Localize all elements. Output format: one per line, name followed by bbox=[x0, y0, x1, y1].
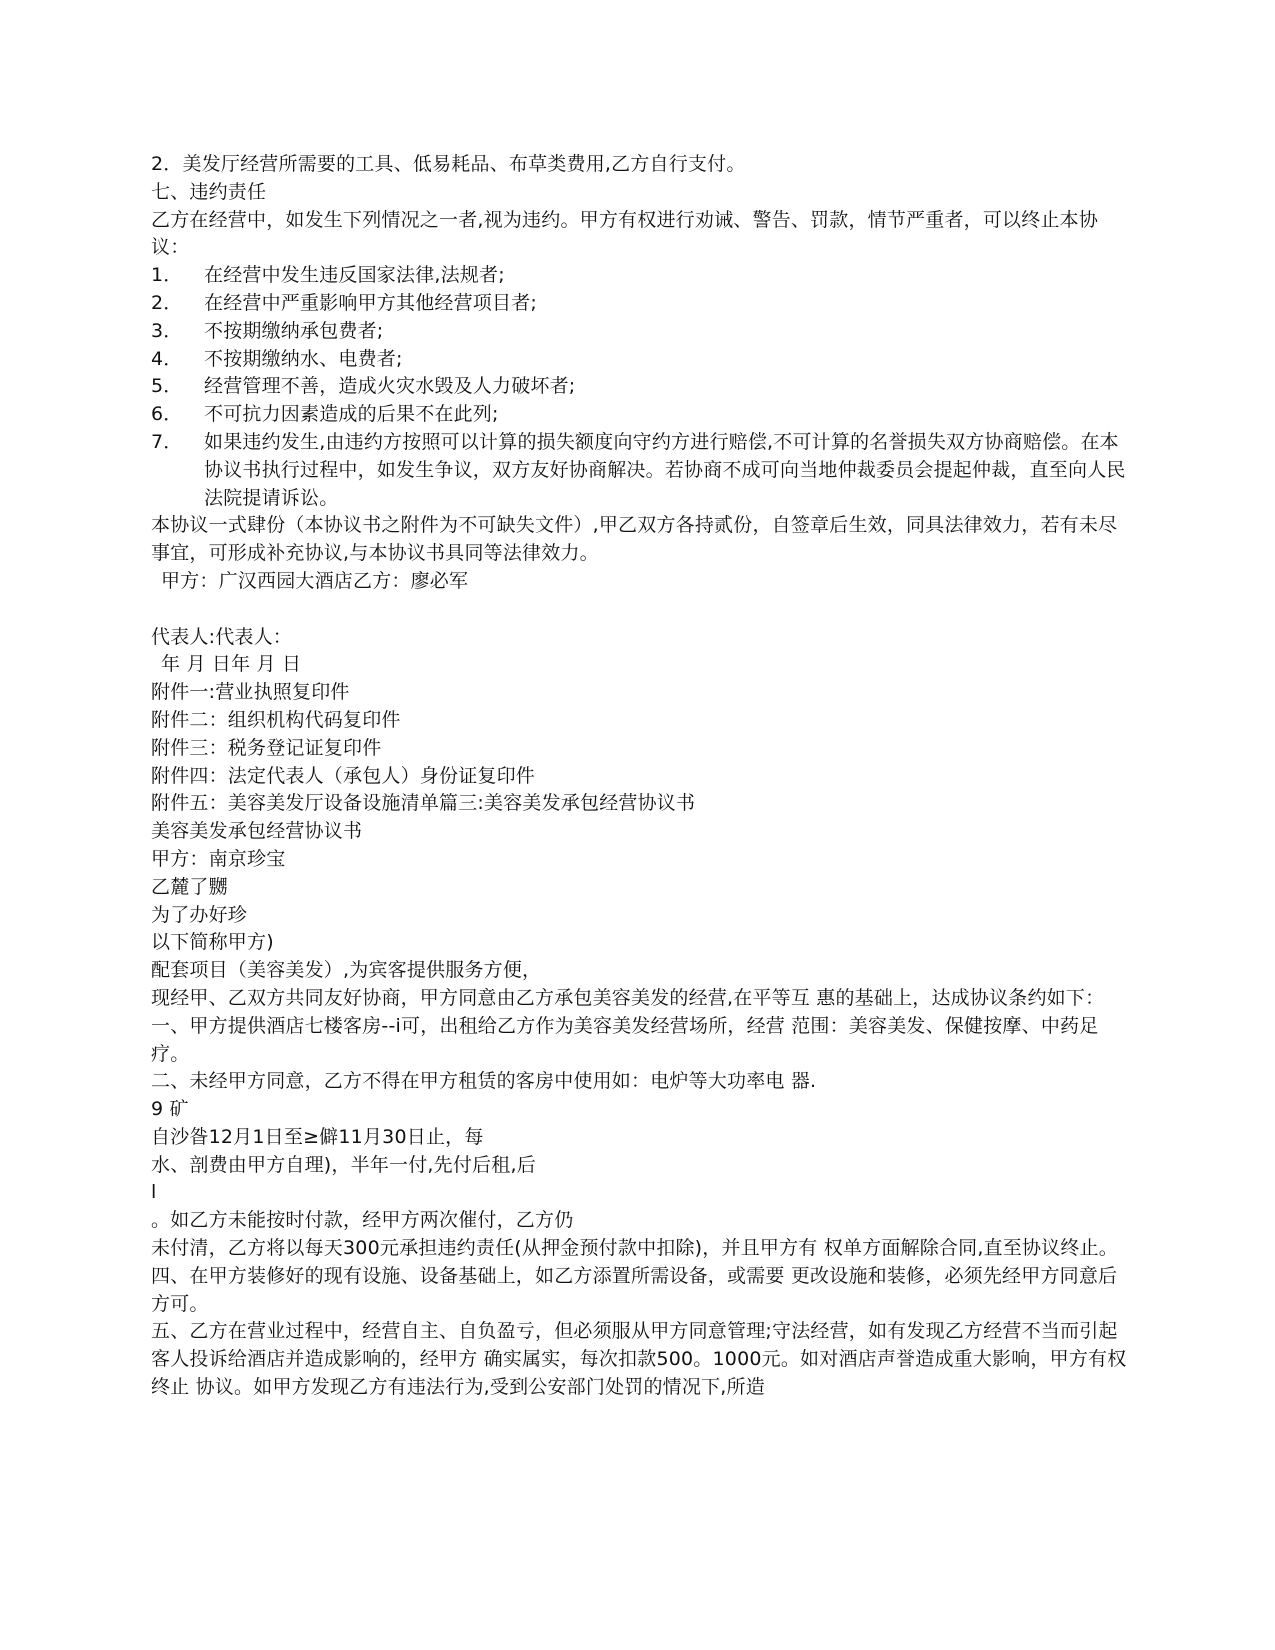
list-number: 7． bbox=[151, 430, 183, 453]
document-body bbox=[151, 151, 1131, 1402]
list-number: 2． bbox=[151, 291, 183, 314]
list-text: 经营管理不善，造成火灾水毁及人力破坏者; bbox=[204, 375, 576, 398]
list-text: 在经营中发生违反国家法律,法规者; bbox=[204, 264, 505, 287]
list-number: 6． bbox=[151, 403, 183, 426]
clause-two: 二、未经甲方同意，乙方不得在甲方租赁的客房中使用如：电炉等大功率电 器. bbox=[151, 1070, 817, 1093]
breach-list-item bbox=[151, 262, 1131, 290]
text-line: 为了办好珍 bbox=[151, 903, 248, 926]
text-line: 甲方：南京珍宝 bbox=[151, 847, 286, 870]
attachment-item: 附件一:营业执照复印件 bbox=[151, 681, 350, 704]
paragraph-late-payment-penalty: 未付清，乙方将以每天300元承担违约责任(从押金预付款中扣除)，并且甲方有 权单方面解除合同,直至协议终止。 bbox=[151, 1237, 1118, 1260]
text-fragment: 。如乙方未能按时付款，经甲方两次催付，乙方仍 bbox=[151, 1209, 574, 1232]
text-line: 以下简称甲方) bbox=[151, 931, 274, 954]
breach-list-item bbox=[151, 373, 1131, 401]
paragraph-agreement-intro: 现经甲、乙双方共同友好协商，甲方同意由乙方承包美容美发的经营,在平等互 惠的基础上，达成协议条约如下： bbox=[151, 986, 1105, 1009]
attachment-item: 附件四：法定代表人（承包人）身份证复印件 bbox=[151, 764, 536, 787]
breach-list-item bbox=[151, 290, 1131, 318]
list-number: 5． bbox=[151, 375, 183, 398]
list-number: 3． bbox=[151, 319, 183, 342]
text-fragment: 9 矿 bbox=[151, 1098, 189, 1121]
paragraph-tools-expense: 2．美发厅经营所需要的工具、低易耗品、布草类费用,乙方自行支付。 bbox=[151, 153, 746, 175]
signature-date-line: 年 月 日年 月 日 bbox=[161, 653, 302, 676]
paragraph-copies-clause: 本协议一式肆份（本协议书之附件为不可缺失文件）,甲乙双方各持贰份，自签章后生效，同具法律效力，若有未尽事宜，可形成补充协议,与本协议书具同等法律效力。 bbox=[151, 514, 1118, 565]
clause-one: 一、甲方提供酒店七楼客房--i可，出租给乙方作为美容美发经营场所，经营 范围：美容美发、保健按摩、中药足疗。 bbox=[151, 1014, 1099, 1065]
section-heading-breach: 七、违约责任 bbox=[151, 180, 267, 203]
breach-list-item bbox=[151, 346, 1131, 374]
attachment-item: 附件二：组织机构代码复印件 bbox=[151, 708, 401, 731]
clause-five: 五、乙方在营业过程中，经营自主、自负盈亏，但必须服从甲方同意管理;守法经营，如有发现乙方经营不当而引起客人投诉给酒店并造成影响的，经甲方 确实属实，每次扣款500。1000元。如对酒店声誉造成重大影响，甲方有权终止 协议。如甲方发现乙方有违法行为,受到公安部门处罚的情况下,所造 bbox=[151, 1320, 1127, 1399]
breach-list bbox=[151, 262, 1131, 512]
list-number: 1． bbox=[151, 264, 183, 287]
clause-four: 四、在甲方装修好的现有设施、设备基础上，如乙方添置所需设备，或需要 更改设施和装修，必须先经甲方同意后方可。 bbox=[151, 1264, 1118, 1315]
breach-list-item bbox=[151, 401, 1131, 429]
attachment-item: 附件五：美容美发厅设备设施清单篇三:美容美发承包经营协议书 bbox=[151, 792, 696, 815]
list-number: 4． bbox=[151, 347, 183, 370]
breach-list-item bbox=[151, 429, 1131, 512]
blank-line bbox=[151, 596, 1131, 624]
text-fragment: 水、剖费由甲方自理)，半年一付,先付后租,后 bbox=[151, 1153, 536, 1176]
list-text: 不按期缴纳水、电费者; bbox=[204, 347, 403, 370]
text-line: 乙麓了嬲 bbox=[151, 875, 228, 898]
list-text: 如果违约发生,由违约方按照可以计算的损失额度向守约方进行赔偿,不可计算的名誉损失双方协商赔偿。在本协议书执行过程中，如发生争议，双方友好协商解决。若协商不成可向当地仲裁委员会提起仲裁，直至向人民法院提请诉讼。 bbox=[204, 430, 1126, 509]
representative-line: 代表人:代表人： bbox=[151, 625, 293, 648]
paragraph-breach-intro: 乙方在经营中，如发生下列情况之一者,视为违约。甲方有权进行劝诫、警告、罚款，情节严重者，可以终止本协议： bbox=[151, 208, 1099, 259]
breach-list-item bbox=[151, 318, 1131, 346]
list-text: 在经营中严重影响甲方其他经营项目者; bbox=[204, 291, 538, 314]
signature-parties-line: 甲方：广汉西园大酒店乙方：廖必军 bbox=[161, 569, 469, 592]
list-text: 不可抗力因素造成的后果不在此列; bbox=[204, 403, 499, 426]
second-agreement-title: 美容美发承包经营协议书 bbox=[151, 820, 363, 843]
text-fragment: l bbox=[151, 1181, 157, 1204]
text-line: 配套项目（美容美发）,为宾客提供服务方便， bbox=[151, 959, 542, 982]
text-fragment: 自沙昝12月1日至≥僻11月30日止，每 bbox=[151, 1125, 484, 1148]
list-text: 不按期缴纳承包费者; bbox=[204, 319, 384, 342]
attachment-item: 附件三：税务登记证复印件 bbox=[151, 736, 382, 759]
